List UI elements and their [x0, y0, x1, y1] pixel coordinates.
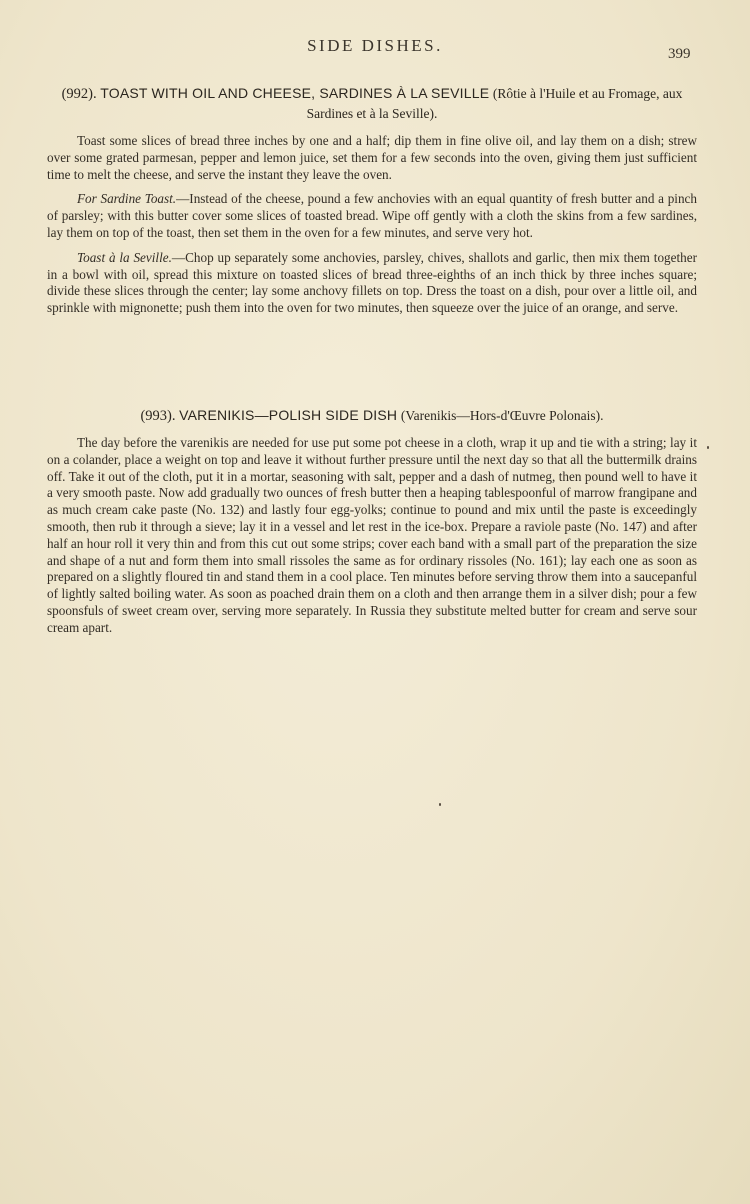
recipe-993-title: VARENIKIS—POLISH SIDE DISH: [179, 407, 398, 423]
recipe-992-paragraph-3: [47, 250, 697, 317]
page-number: 399: [668, 46, 691, 62]
paragraph-lead: For Sardine Toast.: [77, 191, 177, 207]
recipe-992-paragraph-1: [47, 133, 697, 183]
recipe-992-subtitle: (Rôtie à l'Huile et au Fromage, aux Sardines et à la Seville).: [306, 86, 683, 121]
recipe-993-heading: [47, 406, 697, 426]
recipe-993-number: (993).: [140, 408, 176, 424]
recipe-993-paragraph-1: [47, 435, 697, 637]
paragraph-text: Toast some slices of bread three inches by one and a half; dip them in fine olive oil, and lay them on a dish; strew over some grated parmesan, pepper and lemon juice, set them for a few seconds into the oven, giving them just sufficient time to melt the cheese, and serve the instant they leave the oven.: [47, 133, 697, 182]
paragraph-lead: Toast à la Seville.: [77, 249, 172, 265]
recipe-992-title: TOAST WITH OIL AND CHEESE, SARDINES À LA SEVILLE: [100, 85, 490, 101]
recipe-992: [47, 84, 697, 325]
paper-speck: [439, 803, 441, 806]
paper-speck: [707, 446, 709, 449]
paragraph-text: —Chop up separately some anchovies, parsley, chives, shallots and garlic, then mix them together in a bowl with oil, spread this mixture on toasted slices of bread three-eighths of an inch thick by three inches square; divide these slices through the center; lay some anchovy fillets on top. Dress the toast on a dish, pour over a little oil, and sprinkle with mignonette; push them into the oven for two minutes, then squeeze over the juice of an orange, and serve.: [47, 249, 697, 316]
recipe-993: [47, 406, 697, 645]
recipe-992-paragraph-2: [47, 191, 697, 241]
paragraph-text: The day before the varenikis are needed for use put some pot cheese in a cloth, wrap it up and tie with a string; lay it on a colander, place a weight on top and leave it without further pressure until the next day so that all the buttermilk drains off. Take it out of the cloth, put it in a mortar, seasoning with salt, pepper and a dash of nutmeg, then pound well to have it a very smooth paste. Now add gradually two ounces of fresh butter then a heaping tablespoonful of marrow frangipane and as much cream cake paste (No. 132) and lastly four egg-yolks; continue to pound and mix until the paste is exceedingly smooth, then rub it through a sieve; lay it in a vessel and let rest in the ice-box. Prepare a raviole paste (No. 147) and after half an hour roll it very thin and from this cut out some strips; cover each band with a small part of the preparation the size and shape of a nut and form them into small rissoles the same as for ordinary rissoles (No. 161); lay each one as soon as prepared on a slightly floured tin and stand them in a cool place. Ten minutes before serving throw them into a saucepanful of lightly salted boiling water. As soon as poached drain them on a cloth and then arrange them in a silver dish; pour a few spoonsfuls of sweet cream over, serving more separately. In Russia they substitute melted butter for cream and serve sour cream apart.: [47, 435, 697, 635]
recipe-992-number: (992).: [61, 86, 97, 102]
recipe-992-heading: [47, 84, 697, 124]
paragraph-text: —Instead of the cheese, pound a few anchovies with an equal quantity of fresh butter and a pinch of parsley; with this butter cover some slices of toasted bread. Wipe off gently with a cloth the skins from a few sardines, lay them on top of the toast, then set them in the oven for a few minutes, and serve very hot.: [47, 191, 698, 240]
running-header-title: SIDE DISHES.: [307, 36, 443, 55]
recipe-993-subtitle: (Varenikis—Hors-d'Œuvre Polonais).: [400, 408, 604, 423]
